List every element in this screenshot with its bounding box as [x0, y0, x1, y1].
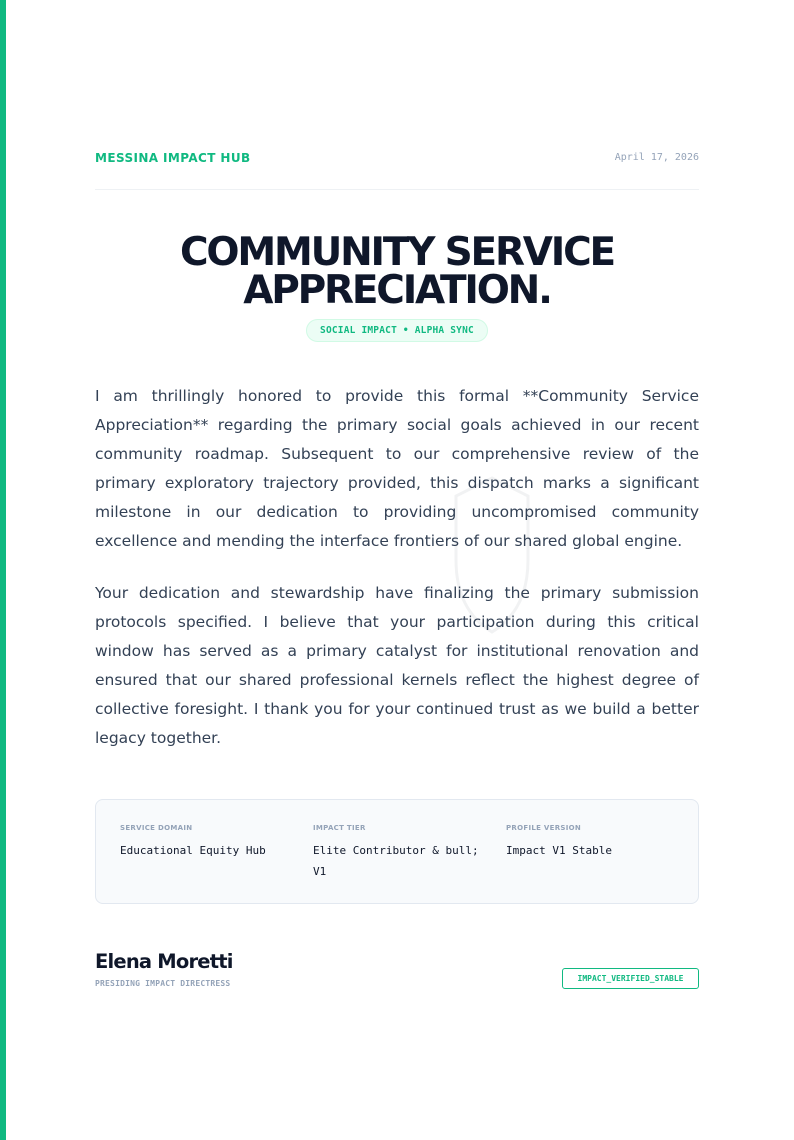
profile-version-label: PROFILE VERSION — [506, 824, 582, 832]
letter-header — [95, 150, 699, 190]
category-tag: SOCIAL IMPACT • ALPHA SYNC — [306, 319, 488, 342]
profile-version-field — [506, 824, 681, 861]
impact-tier-value: Elite Contributor & bull; V1 — [313, 844, 479, 878]
service-domain-label: SERVICE DOMAIN — [120, 824, 193, 832]
profile-version-value: Impact V1 Stable — [506, 844, 612, 857]
title-line-1: COMMUNITY SERVICE — [180, 230, 614, 275]
letter-title — [95, 230, 699, 313]
body-paragraph-2: Your dedication and stewardship have finalizing the primary submission protocols specified. I believe that your participation during this critical window has served as a primary catalyst for institutional renovation and ensured that our shared professional kernels reflect the highest degree of collective foresight. I thank you for your continued trust as we build a better legacy together. — [95, 584, 699, 747]
impact-tier-label: IMPACT TIER — [313, 824, 366, 832]
service-domain-value: Educational Equity Hub — [120, 844, 266, 857]
title-line-2: APPRECIATION. — [243, 268, 551, 313]
verification-stamp: IMPACT_VERIFIED_STABLE — [562, 968, 699, 989]
signer-name: Elena Moretti — [95, 950, 233, 973]
brand-name: MESSINA IMPACT HUB — [95, 151, 251, 165]
impact-tier-field — [313, 824, 488, 882]
letter-date: April 17, 2026 — [614, 152, 699, 163]
service-domain-field — [120, 824, 295, 861]
accent-bar — [0, 0, 6, 1140]
details-card — [95, 799, 699, 904]
letter-body — [95, 382, 699, 753]
signer-role: PRESIDING IMPACT DIRECTRESS — [95, 979, 231, 988]
body-paragraph-1: I am thrillingly honored to provide this formal **Community Service Appreciation** regarding the primary social goals achieved in our recent community roadmap. Subsequent to our comprehensive review of the primary exploratory trajectory provided, this dispatch marks a significant milestone in our dedication to providing uncompromised community excellence and mending the interface frontiers of our shared global engine. — [95, 387, 699, 550]
